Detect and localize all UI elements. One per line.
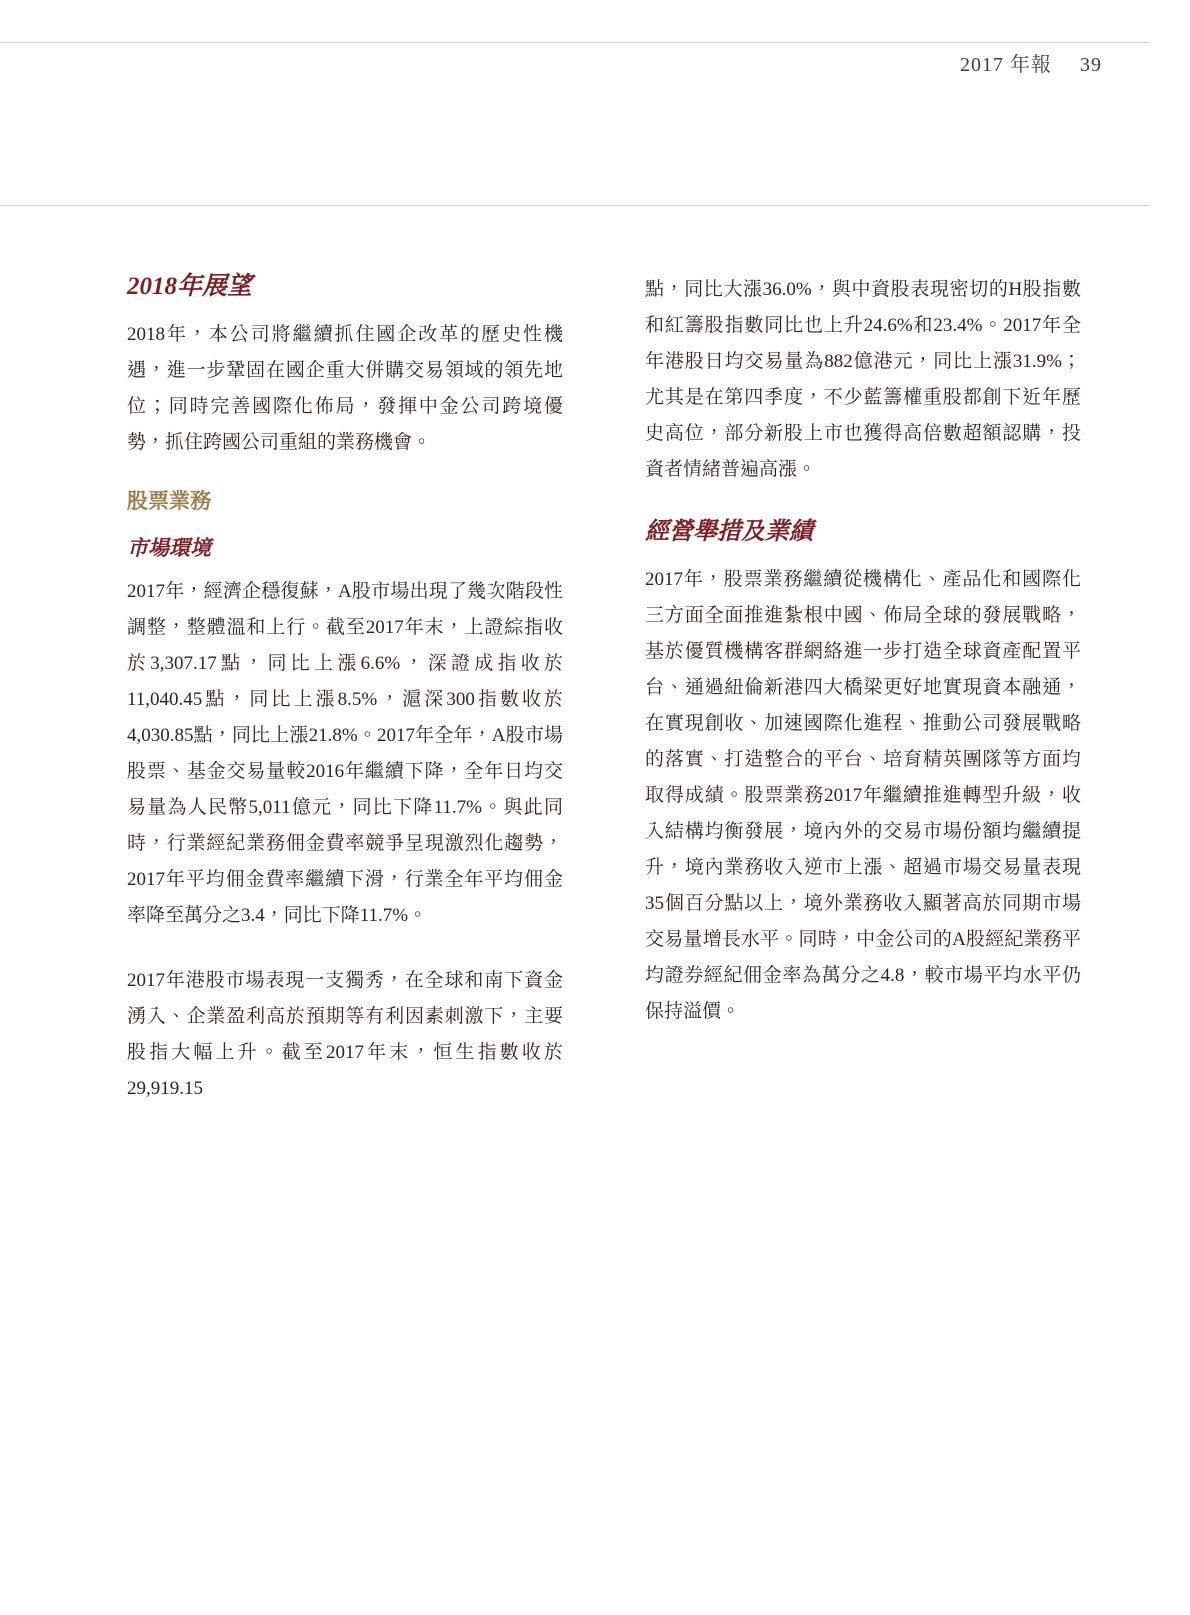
header-bottom-rule <box>0 205 1150 206</box>
page-number: 39 <box>1080 54 1102 76</box>
right-column <box>645 272 1081 1059</box>
outlook-paragraph: 2018年，本公司將繼續抓住國企改革的歷史性機遇，進一步鞏固在國企重大併購交易領域的領先地位；同時完善國際化佈局，發揮中金公司跨境優勢，抓住跨國公司重組的業務機會。 <box>127 324 563 453</box>
report-title: 2017 年報 <box>960 54 1052 76</box>
page-header <box>960 48 1102 77</box>
market-environment-paragraph-1: 2017年，經濟企穩復蘇，A股市場出現了幾次階段性調整，整體溫和上行。截至2017年末，上證綜指收於3,307.17點，同比上漲6.6%，深證成指收於11,040.45點，同比上漲8.5%，滬深300指數收於4,030.85點，同比上漲21.8%。2017年全年，A股市場股票、基金交易量較2016年繼續下降，全年日均交易量為人民幣5,011億元，同比下降11.7%。與此同時，行業經紀業務佣金費率競爭呈現激烈化趨勢，2017年平均佣金費率繼續下滑，行業全年平均佣金率降至萬分之3.4，同比下降11.7%。 <box>127 581 563 926</box>
market-environment-paragraph-2: 2017年港股市場表現一支獨秀，在全球和南下資金湧入、企業盈利高於預期等有利因素刺激下，主要股指大幅上升。截至2017年末，恒生指數收於29,919.15 <box>127 970 563 1099</box>
operations-paragraph: 2017年，股票業務繼續從機構化、產品化和國際化三方面全面推進紮根中國、佈局全球的發展戰略，基於優質機構客群網絡進一步打造全球資產配置平台、通過紐倫新港四大橋梁更好地實現資本融通，在實現創收、加速國際化進程、推動公司發展戰略的落實、打造整合的平台、培育精英團隊等方面均取得成績。股票業務2017年繼續推進轉型升級，收入結構均衡發展，境內外的交易市場份額均繼續提升，境內業務收入逆市上漲、超過市場交易量表現35個百分點以上，境外業務收入顯著高於同期市場交易量增長水平。同時，中金公司的A股經紀業務平均證券經紀佣金率為萬分之4.8，較市場平均水平仍保持溢價。 <box>645 569 1081 1022</box>
header-top-rule <box>0 42 1150 43</box>
section-heading-2018-outlook: 2018年展望 <box>127 273 253 300</box>
market-environment-continuation-paragraph: 點，同比大漲36.0%，與中資股表現密切的H股指數和紅籌股指數同比也上升24.6%和23.4%。2017年全年港股日均交易量為882億港元，同比上漲31.9%；尤其是在第四季度，不少藍籌權重股都創下近年歷史高位，部分新股上市也獲得高倍數超額認購，投資者情緒普遍高漲。 <box>645 279 1081 480</box>
left-column <box>127 272 563 1107</box>
section-heading-equities-business: 股票業務 <box>127 489 211 513</box>
subsection-heading-market-environment: 市場環境 <box>127 536 211 560</box>
subsection-heading-operations-and-results: 經營舉措及業績 <box>645 519 813 545</box>
